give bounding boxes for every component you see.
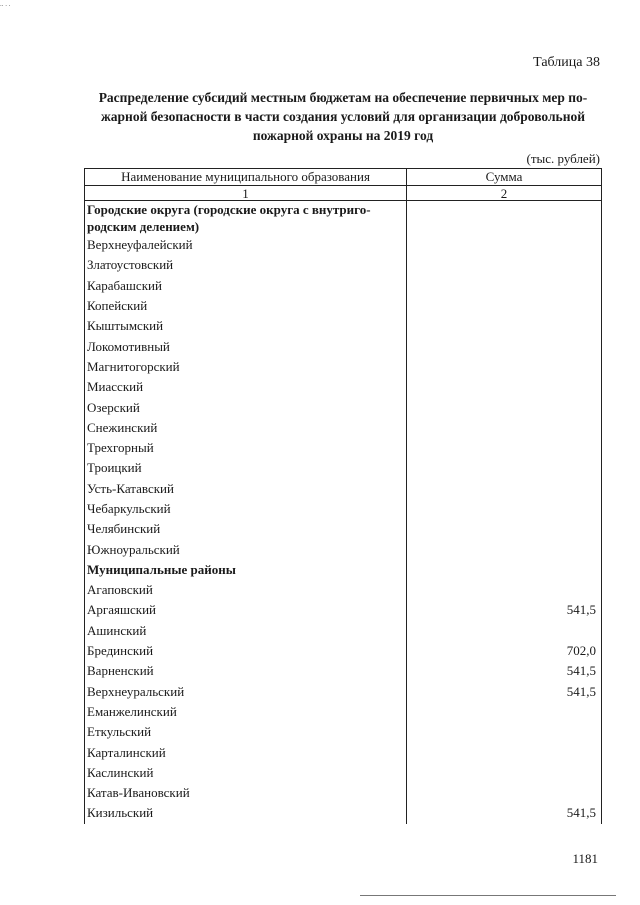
table-body <box>85 201 602 824</box>
column-number-row <box>85 186 602 201</box>
header-sum: Сумма <box>407 169 602 186</box>
municipality-name: Еткульский <box>85 722 407 742</box>
subsidy-amount <box>407 560 602 580</box>
municipality-name: Кизильский <box>85 803 407 823</box>
section-row <box>85 560 602 580</box>
table-row <box>85 499 602 519</box>
table-row <box>85 255 602 275</box>
municipality-name: Брединский <box>85 641 407 661</box>
table-header-row <box>85 169 602 186</box>
column-number-sum: 2 <box>407 186 602 201</box>
municipality-name: Челябинский <box>85 519 407 539</box>
municipality-name: Карабашский <box>85 276 407 296</box>
municipality-name: Миасский <box>85 377 407 397</box>
municipality-name: Еманжелинский <box>85 702 407 722</box>
municipality-name: Троицкий <box>85 458 407 478</box>
table-row <box>85 641 602 661</box>
subsidy-amount <box>407 783 602 803</box>
table-row <box>85 458 602 478</box>
municipality-name: Карталинский <box>85 742 407 762</box>
table-row <box>85 742 602 762</box>
subsidy-amount: 541,5 <box>407 661 602 681</box>
table-row <box>85 722 602 742</box>
table-row <box>85 600 602 620</box>
table-row <box>85 336 602 356</box>
municipality-name: Копейский <box>85 296 407 316</box>
units-note: (тыс. рублей) <box>526 151 600 166</box>
municipality-name: Чебаркульский <box>85 499 407 519</box>
section-heading: Городские округа (городские округа с внутриго-родским делением) <box>85 201 407 236</box>
subsidy-amount <box>407 722 602 742</box>
subsidy-amount <box>407 438 602 458</box>
municipality-name: Ашинский <box>85 621 407 641</box>
municipality-name: Верхнеуфалейский <box>85 235 407 255</box>
table-label: Таблица 38 <box>533 55 600 70</box>
subsidy-amount: 702,0 <box>407 641 602 661</box>
municipality-name: Агаповский <box>85 580 407 600</box>
table-row <box>85 661 602 681</box>
table-row <box>85 539 602 559</box>
subsidy-amount <box>407 336 602 356</box>
subsidy-amount <box>407 702 602 722</box>
subsidy-amount <box>407 499 602 519</box>
subsidy-amount <box>407 357 602 377</box>
table-row <box>85 763 602 783</box>
section-heading: Муниципальные районы <box>85 560 407 580</box>
municipality-name: Аргаяшский <box>85 600 407 620</box>
table-row <box>85 479 602 499</box>
page-title: Распределение субсидий местным бюджетам на обеспечение первичных мер по-жарной безопасности в части создания условий для организации добровольной пожарной охраны на 2019 год <box>98 90 588 143</box>
municipality-name: Озерский <box>85 397 407 417</box>
municipality-name: Златоустовский <box>85 255 407 275</box>
subsidy-amount <box>407 276 602 296</box>
municipality-name: Магнитогорский <box>85 357 407 377</box>
municipality-name: Трехгорный <box>85 438 407 458</box>
subsidy-amount <box>407 418 602 438</box>
table-row <box>85 276 602 296</box>
table-row <box>85 377 602 397</box>
subsidy-table <box>84 168 602 824</box>
table-row <box>85 235 602 255</box>
page-number: 1181 <box>572 851 598 866</box>
table-row <box>85 397 602 417</box>
subsidy-amount <box>407 255 602 275</box>
municipality-name: Катав-Ивановский <box>85 783 407 803</box>
municipality-name: Южноуральский <box>85 539 407 559</box>
subsidy-amount: 541,5 <box>407 803 602 823</box>
municipality-name: Кыштымский <box>85 316 407 336</box>
subsidy-amount <box>407 458 602 478</box>
municipality-name: Усть-Катавский <box>85 479 407 499</box>
table-row <box>85 803 602 823</box>
subsidy-amount <box>407 519 602 539</box>
municipality-name: Варненский <box>85 661 407 681</box>
subsidy-amount <box>407 397 602 417</box>
municipality-name: Снежинский <box>85 418 407 438</box>
table-row <box>85 316 602 336</box>
municipality-name: Локомотивный <box>85 336 407 356</box>
section-row <box>85 201 602 236</box>
subsidy-amount <box>407 479 602 499</box>
subsidy-amount <box>407 296 602 316</box>
subsidy-amount <box>407 539 602 559</box>
subsidy-amount <box>407 316 602 336</box>
subsidy-amount <box>407 580 602 600</box>
subsidy-amount <box>407 201 602 236</box>
subsidy-amount <box>407 621 602 641</box>
subsidy-amount <box>407 377 602 397</box>
table-row <box>85 357 602 377</box>
table-row <box>85 438 602 458</box>
table-row <box>85 580 602 600</box>
subsidy-amount: 541,5 <box>407 682 602 702</box>
subsidy-amount <box>407 742 602 762</box>
bottom-rule <box>360 895 616 896</box>
scan-corner-mark: .. . . <box>0 0 11 8</box>
table-row <box>85 296 602 316</box>
municipality-name: Каслинский <box>85 763 407 783</box>
header-name: Наименование муниципального образования <box>85 169 407 186</box>
table-row <box>85 418 602 438</box>
table-row <box>85 682 602 702</box>
subsidy-amount <box>407 763 602 783</box>
municipality-name: Верхнеуральский <box>85 682 407 702</box>
subsidy-amount <box>407 235 602 255</box>
column-number-name: 1 <box>85 186 407 201</box>
table-row <box>85 621 602 641</box>
table-row <box>85 702 602 722</box>
table-row <box>85 519 602 539</box>
subsidy-amount: 541,5 <box>407 600 602 620</box>
table-row <box>85 783 602 803</box>
